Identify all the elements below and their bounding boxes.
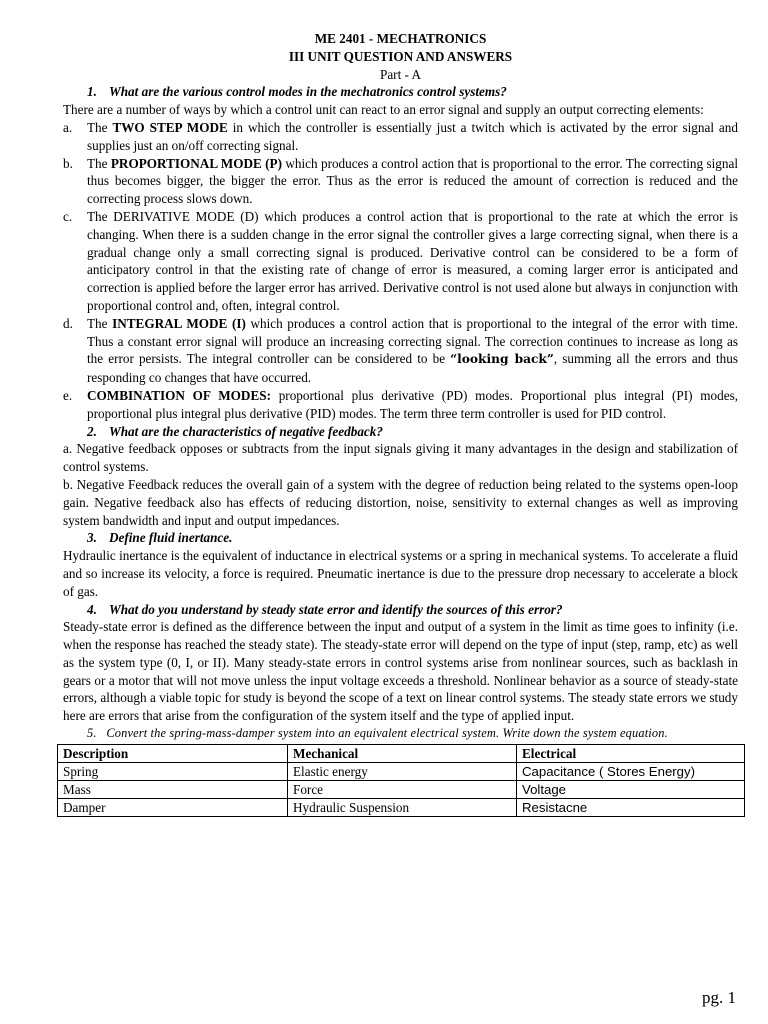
question-4: 4. What do you understand by steady state error and identify the sources of this error? [87, 601, 563, 617]
table-cell: Hydraulic Suspension [288, 798, 517, 816]
question-3: 3. Define fluid inertance. [87, 530, 233, 546]
list-item-d: d. The INTEGRAL MODE (I) which produces a control action that is proportional to the integral of the error with time. Thus a constant error signal will produce an increasing correcting signal. The correction continues to increase as long as the error persists. The integral controller can be considered to be “looking back”, summing all the errors and thus responding co changes that have occurred. [63, 315, 738, 386]
q3-answer: Hydraulic inertance is the equivalent of inductance in electrical systems or a spring in mechanical systems. To accelerate a fluid and so increase its velocity, a force is required. Pneumatic inertance is due to the pressure drop necessary to accelerate a block of gas. [63, 548, 738, 599]
course-title: ME 2401 - MECHATRONICS [314, 31, 487, 46]
part-label: Part - A [379, 66, 422, 82]
question-2: 2. What are the characteristics of negative feedback? [87, 423, 383, 439]
q2-answer-a: a. Negative feedback opposes or subtracts from the input signals giving it many advantages in the design and stabilization of control systems. [63, 441, 738, 475]
list-item-a: a. The TWO STEP MODE in which the controller is essentially just a twitch which is activated by the error signal and supplies just an on/off correcting signal. [63, 119, 738, 153]
table-cell: Mass [58, 780, 288, 798]
table-row [58, 798, 745, 816]
q1-intro: There are a number of ways by which a control unit can react to an error signal and supply an output correcting elements: [63, 102, 704, 118]
table-header: Description [58, 744, 288, 762]
table-row [58, 780, 745, 798]
table-header-row [58, 744, 745, 762]
table-cell: Voltage [517, 780, 745, 798]
table-cell: Capacitance ( Stores Energy) [517, 762, 745, 780]
table-cell: Damper [58, 798, 288, 816]
table-cell: Resistacne [517, 798, 745, 816]
table-cell: Force [288, 780, 517, 798]
list-item-b: b. The PROPORTIONAL MODE (P) which produces a control action that is proportional to the error. The correcting signal thus becomes bigger, the bigger the error. Thus as the error is reduced the amount of correction is reduced and the correcting process slows down. [63, 155, 738, 207]
list-item-c: c. The DERIVATIVE MODE (D) which produces a control action that is proportional to the rate at which the error is changing. When there is a sudden change in the error signal the controller gives a large correcting signal, when there is a gradual change only a small correcting signal is produced. Derivative control can be considered to be a form of anticipatory control in that the existing rate of change of error is measured, a coming larger error is anticipated and correction is applied before the larger error has arrived. Derivative control is not used alone but always in conjunction with proportional control and, often, integral control. [63, 208, 738, 313]
analogy-table [57, 744, 745, 817]
table-header: Mechanical [288, 744, 517, 762]
q2-answer-b: b. Negative Feedback reduces the overall gain of a system with the degree of reduction being related to the systems open-loop gain. Negative feedback also has effects of reducing distortion, noise, sensitivity to external changes as well as improving system bandwidth and input and output impedances. [63, 476, 738, 528]
table-cell: Elastic energy [288, 762, 517, 780]
page-number: pg. 1 [702, 988, 736, 1007]
question-1: 1. What are the various control modes in the mechatronics control systems? [87, 84, 507, 100]
table-cell: Spring [58, 762, 288, 780]
question-5: 5. Convert the spring-mass-damper system into an equivalent electrical system. Write down the system equation. [87, 726, 668, 741]
list-item-e: e. COMBINATION OF MODES: proportional plus derivative (PD) modes. Proportional plus integral (PI) modes, proportional plus integral plus derivative (PID) modes. The term three term controller is used for PID control. [63, 387, 738, 421]
document-page [63, 30, 738, 817]
table-row [58, 762, 745, 780]
unit-title: III UNIT QUESTION AND ANSWERS [288, 48, 513, 64]
q4-answer: Steady-state error is defined as the difference between the input and output of a system in the limit as time goes to infinity (i.e. when the response has reached the steady state). The steady-state error will depend on the type of input (step, ramp, etc) as well as the system type (0, I, or II). Many steady-state errors in control systems arise from nonlinear sources, such as backlash in gears or a motor that will not move unless the input voltage exceeds a threshold. Nonlinear behavior as a source of steady-state errors, although a viable topic for study is beyond the scope of a text on linear control systems. The steady state errors we study here are errors that arise from the configuration of the system itself and the type of applied input. [63, 619, 738, 724]
table-header: Electrical [517, 744, 745, 762]
